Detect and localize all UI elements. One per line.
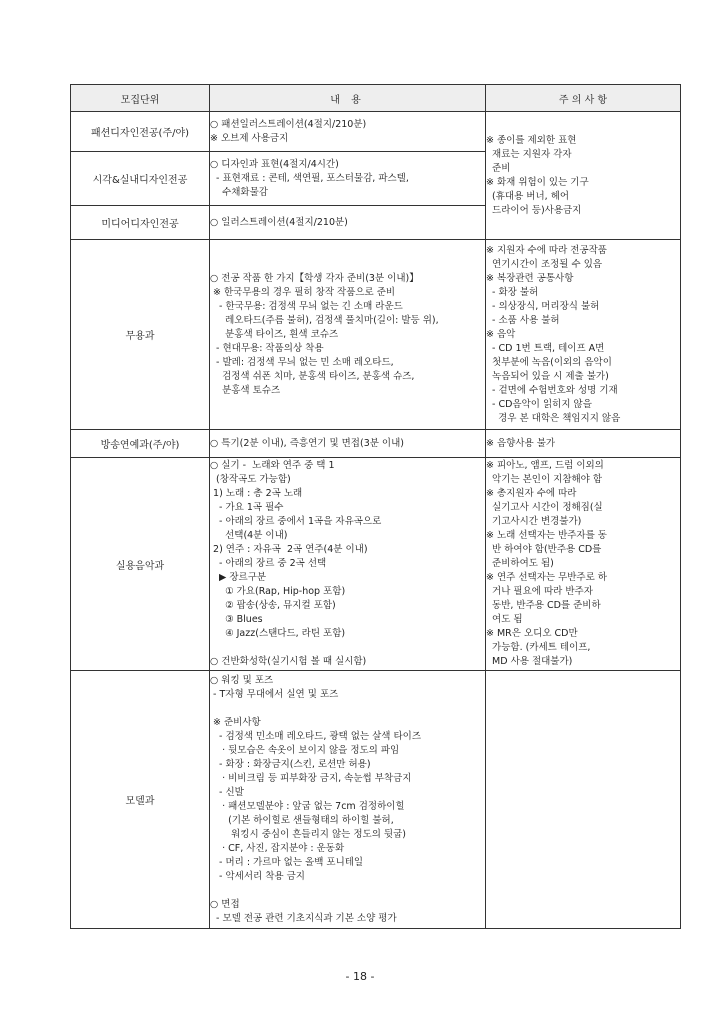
text-line: ※ 복장관련 공통사항 (486, 272, 574, 284)
text-line: ※ 화재 위험이 있는 기구 (486, 176, 589, 188)
text-line: (휴대용 버너, 헤어 (486, 190, 570, 202)
notes-cell (486, 430, 681, 458)
text-line: - CD음악이 읽히지 않을 (486, 398, 592, 410)
notes-cell (486, 671, 681, 929)
text-line: ○ 건반화성학(실기시험 볼 때 실시함) (210, 656, 367, 667)
unit-cell: 모델과 (71, 671, 210, 929)
unit-cell: 방송연예과(주/야) (71, 430, 210, 458)
text-line (210, 884, 485, 898)
text-line (210, 702, 485, 716)
text-line: ※ 한국무용의 경우 필히 창작 작품으로 준비 (210, 286, 396, 298)
text-line: 거나 필요에 따라 반주자 (486, 586, 593, 597)
text-line: 기고사시간 변경불가) (486, 516, 582, 527)
text-line: ※ 음향사용 불가 (486, 437, 556, 449)
text-line: 드라이어 등)사용금지 (486, 204, 582, 216)
content-cell (210, 240, 486, 430)
content-cell (210, 458, 486, 671)
unit-cell: 무용과 (71, 240, 210, 430)
text-line: · 패션모델분야 : 앞굽 없는 7cm 검정하이힐 (210, 800, 405, 812)
text-line: - 한국무용: 검정색 무늬 없는 긴 소매 라운드 (210, 300, 403, 312)
content-cell (210, 206, 486, 240)
text-line: ② 팝송(상송, 뮤지컬 포함) (210, 600, 336, 611)
text-line: 레오타드(주름 불허), 검정색 풀치마(길이: 발등 위), (210, 314, 439, 326)
content-cell (210, 430, 486, 458)
text-line: - 화장 불허 (486, 286, 539, 298)
text-line: ○ 워킹 및 포즈 (210, 674, 274, 686)
text-line: 2) 연주 : 자유곡 2곡 연주(4분 이내) (210, 544, 368, 555)
header-unit: 모집단위 (71, 85, 210, 112)
text-line: 분홍색 타이즈, 흰색 코슈즈 (210, 328, 339, 340)
text-line: 워킹시 중심이 흔들리지 않는 정도의 뒷굽) (210, 828, 406, 840)
text-line: · CF, 사진, 잡지분야 : 운동화 (210, 842, 345, 854)
text-line: 가능함. (카세트 테이프, (486, 642, 591, 653)
text-line: MD 사용 절대불가) (486, 656, 573, 667)
text-line: 여도 됨 (486, 614, 523, 625)
text-line: 반 하여야 함(반주용 CD를 (486, 544, 602, 555)
text-line: 준비하여도 됨) (486, 558, 554, 569)
text-line: (기본 하이힐로 샌들형태의 하이힐 불허, (210, 814, 394, 826)
text-line: 분홍색 토슈즈 (210, 384, 281, 396)
text-line: 동반, 반주용 CD를 준비하 (486, 600, 601, 611)
text-line: 수채화물감 (210, 186, 268, 198)
text-line: ① 가요(Rap, Hip-hop 포함) (210, 586, 346, 597)
text-line: - 가요 1곡 필수 (210, 502, 284, 513)
notes-cell (486, 458, 681, 671)
text-line: ※ 음악 (486, 328, 516, 340)
text-line: ※ 준비사항 (210, 716, 261, 728)
text-line: 첫부분에 녹음(이외의 음악이 (486, 356, 612, 368)
text-line: - 모델 전공 관련 기초지식과 기본 소양 평가 (210, 912, 397, 924)
table-row (71, 240, 681, 430)
text-line: 검정색 쉬폰 치마, 분홍색 타이즈, 분홍색 슈즈, (210, 370, 415, 382)
text-line: - 겉면에 수험번호와 성명 기재 (486, 384, 618, 396)
text-line: - 검정색 민소매 레오타드, 광택 없는 살색 타이즈 (210, 730, 422, 742)
text-line: - 아래의 장르 중에서 1곡을 자유곡으로 (210, 516, 382, 527)
text-line: ※ 지원자 수에 따라 전공작품 (486, 244, 607, 256)
text-line: - 발레: 검정색 무늬 없는 민 소매 레오타드, (210, 356, 394, 368)
table-row (71, 458, 681, 671)
text-line: - 소품 사용 불허 (486, 314, 560, 326)
text-line: 연기시간이 조정될 수 있음 (486, 258, 603, 270)
text-line: 선택(4분 이내) (210, 530, 288, 541)
text-line: 1) 노래 : 총 2곡 노래 (210, 488, 303, 499)
text-line: 악기는 본인이 지참해야 함 (486, 474, 603, 485)
text-line: ※ MR은 오디오 CD만 (486, 628, 578, 639)
text-line: - 의상장식, 머리장식 불허 (486, 300, 600, 312)
text-line: 실기고사 시간이 정해짐(실 (486, 502, 603, 513)
table-row (71, 671, 681, 929)
text-line: - 표현재료 : 콘테, 색연필, 포스터물감, 파스텔, (210, 172, 409, 184)
text-line: · 비비크림 등 피부화장 금지, 속눈썹 부착금지 (210, 772, 412, 784)
unit-cell: 패션디자인전공(주/야) (71, 112, 210, 152)
text-line: - T자형 무대에서 실연 및 포즈 (210, 688, 339, 700)
header-content: 내 용 (210, 85, 486, 112)
content-cell (210, 152, 486, 206)
text-line: 경우 본 대학은 책임지지 않음 (486, 412, 621, 424)
text-line: 재료는 지원자 각자 (486, 148, 572, 160)
unit-cell: 미디어디자인전공 (71, 206, 210, 240)
admission-table (70, 84, 681, 929)
text-line: ※ 오브제 사용금지 (210, 132, 289, 144)
text-line: ④ Jazz(스탠다드, 라틴 포함) (210, 628, 346, 639)
text-line: · 뒷모습은 속옷이 보이지 않을 정도의 파임 (210, 744, 400, 756)
text-line: ○ 디자인과 표현(4절지/4시간) (210, 158, 339, 170)
text-line: - 현대무용: 작품의상 착용 (210, 342, 324, 354)
text-line: ○ 일러스트레이션(4절지/210분) (210, 216, 348, 228)
table-header-row (71, 85, 681, 112)
text-line: - CD 1번 트랙, 테이프 A면 (486, 342, 605, 354)
text-line: ③ Blues (210, 614, 263, 625)
text-line: 준비 (486, 162, 511, 174)
header-notes: 주 의 사 항 (486, 85, 681, 112)
text-line: ○ 전공 작품 한 가지【학생 각자 준비(3분 이내)】 (210, 272, 419, 284)
text-line: ※ 총지원자 수에 따라 (486, 488, 577, 499)
unit-cell: 시각&실내디자인전공 (71, 152, 210, 206)
table-row (71, 112, 681, 152)
text-line: - 머리 : 가르마 없는 올백 포니테일 (210, 856, 364, 868)
text-line: ○ 특기(2분 이내), 즉흥연기 및 면접(3분 이내) (210, 437, 404, 449)
text-line: ※ 피아노, 앰프, 드럼 이외의 (486, 460, 604, 471)
text-line: - 화장 : 화장금지(스킨, 로션만 허용) (210, 758, 371, 770)
text-line: ▶ 장르구분 (210, 572, 267, 583)
table-row (71, 430, 681, 458)
text-line (210, 641, 485, 655)
text-line: - 신발 (210, 786, 244, 798)
text-line: ○ 실기 - 노래와 연주 중 택 1 (210, 460, 335, 471)
content-cell (210, 112, 486, 152)
page-number: - 18 - (345, 970, 375, 983)
unit-cell: 실용음악과 (71, 458, 210, 671)
content-cell (210, 671, 486, 929)
text-line: (창작곡도 가능함) (210, 474, 291, 485)
text-line: ※ 연주 선택자는 무반주로 하 (486, 572, 607, 583)
text-line: ○ 면접 (210, 898, 240, 910)
text-line: ※ 노래 선택자는 반주자를 동 (486, 530, 607, 541)
text-line: - 아래의 장르 중 2곡 선택 (210, 558, 327, 569)
notes-cell (486, 240, 681, 430)
text-line: ※ 종이를 제외한 표현 (486, 134, 577, 146)
text-line: ○ 패션일러스트레이션(4절지/210분) (210, 118, 367, 130)
shared-note-cell (486, 112, 681, 240)
text-line: 녹음되어 있을 시 제출 불가) (486, 370, 609, 382)
text-line: - 악세서리 착용 금지 (210, 870, 305, 882)
